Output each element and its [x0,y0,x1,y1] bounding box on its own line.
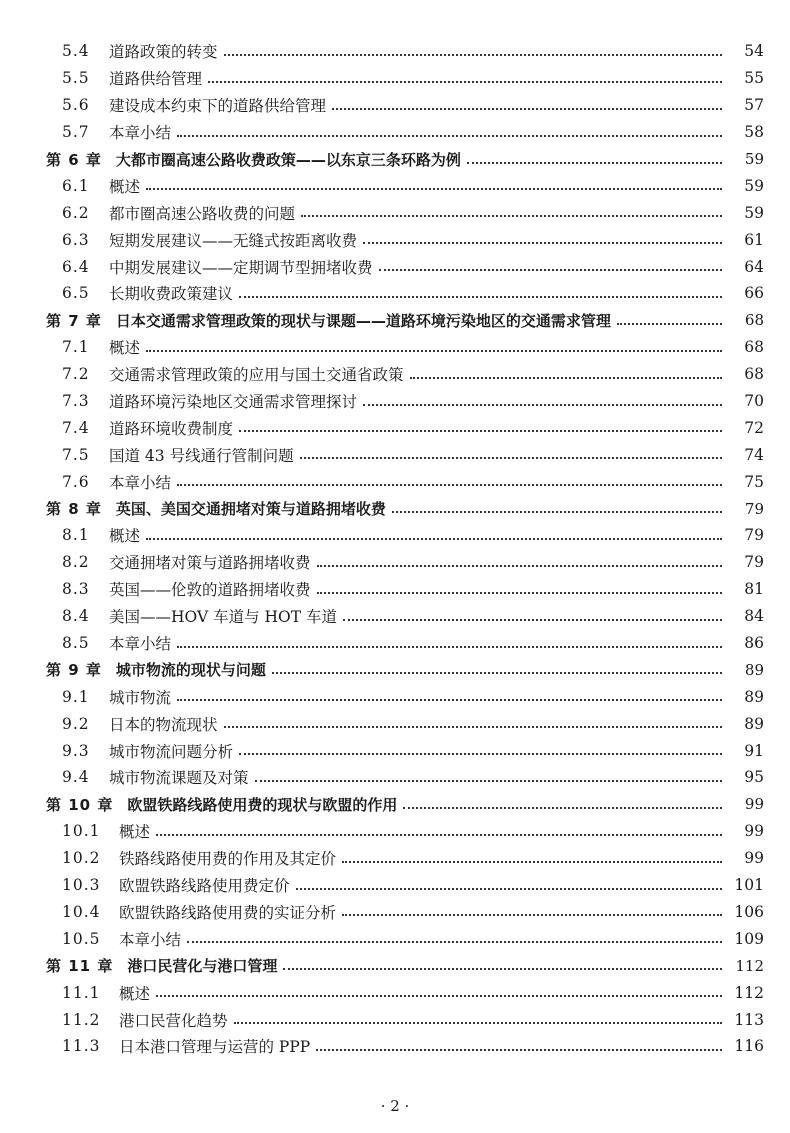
toc-section-row [0,414,790,441]
toc-entry-number: 8.1 [62,526,90,545]
toc-entry-number: 6.4 [62,257,90,276]
toc-entry-page: 58 [744,123,764,142]
toc-entry-title: 概述 [119,984,151,1003]
toc-entry-title: 本章小结 [109,635,172,654]
toc-entry-page: 79 [744,553,764,572]
toc-section-row [0,172,790,199]
toc-entry-number: 10.4 [62,902,101,921]
toc-entry-page: 59 [744,150,764,168]
dot-leader [342,860,722,863]
toc-entry-page: 89 [744,687,764,706]
toc-entry-number: 7.1 [62,338,90,357]
toc-entry-title: 道路环境污染地区交通需求管理探讨 [109,393,358,412]
toc-entry-number: 9.3 [62,741,90,760]
page-number: · 2 · [380,1097,410,1115]
toc-entry-page: 64 [744,257,764,276]
dot-leader [146,537,722,540]
toc-section-row [0,710,790,737]
toc-chapter-row [0,307,790,334]
toc-entry-page: 84 [744,607,764,626]
toc-entry-number: 7.2 [62,365,90,384]
toc-section-row [0,441,790,468]
toc-entry-number: 8.4 [62,607,90,626]
dot-leader [156,994,722,997]
toc-chapter-row [0,495,790,522]
dot-leader [316,1048,722,1051]
toc-chapter-row [0,791,790,818]
toc-entry-title: 本章小结 [119,930,182,949]
toc-section-row [0,764,790,791]
dot-leader [283,967,722,970]
toc-entry-title: 日本港口管理与运营的 PPP [119,1038,311,1057]
toc-section-row [0,818,790,845]
dot-leader [317,591,722,594]
toc-entry-page: 116 [734,1037,764,1056]
toc-section-row [0,872,790,899]
toc-entry-number: 9.1 [62,687,90,706]
toc-entry-number: 第 9 章 [46,661,102,680]
toc-entry-title: 国道 43 号线通行管制问题 [109,446,294,465]
toc-entry-page: 95 [744,768,764,787]
toc-section-row [0,334,790,361]
toc-entry-page: 68 [744,311,764,330]
toc-entry-page: 66 [744,284,764,303]
toc-entry-page: 79 [744,499,764,518]
toc-section-row [0,845,790,872]
toc-entry-number: 11.1 [62,983,101,1002]
dot-leader [301,214,722,217]
toc-entry-number: 7.5 [62,445,90,464]
toc-entry-title: 概述 [109,177,141,196]
toc-entry-page: 55 [744,69,764,88]
toc-entry-number: 第 8 章 [46,500,102,519]
toc-section-row [0,38,790,65]
toc-section-row [0,899,790,926]
toc-entry-page: 54 [744,42,764,61]
toc-section-row [0,925,790,952]
toc-entry-number: 第 6 章 [46,150,102,169]
toc-entry-number: 8.2 [62,553,90,572]
toc-section-row [0,603,790,630]
toc-entry-page: 112 [734,983,764,1002]
toc-entry-number: 10.1 [62,822,101,841]
toc-entry-title: 建设成本约束下的道路供给管理 [109,97,327,116]
dot-leader [255,779,722,782]
toc-entry-page: 86 [744,634,764,653]
toc-entry-number: 7.6 [62,472,90,491]
toc-entry-page: 101 [734,876,764,895]
toc-entry-title: 长期收费政策建议 [109,285,234,304]
toc-section-row [0,280,790,307]
toc-entry-number: 第 11 章 [46,957,114,976]
toc-entry-title: 日本的物流现状 [109,715,218,734]
toc-entry-title: 概述 [109,527,141,546]
toc-entry-page: 68 [744,338,764,357]
toc-section-row [0,522,790,549]
toc-entry-title: 英国——伦敦的道路拥堵收费 [109,581,311,600]
toc-entry-page: 57 [744,96,764,115]
toc-section-row [0,1033,790,1060]
toc-entry-title: 城市物流 [109,688,172,707]
toc-section-row [0,683,790,710]
toc-entry-title: 欧盟铁路线路使用费的现状与欧盟的作用 [127,795,398,814]
toc-section-row [0,737,790,764]
dot-leader [300,456,722,459]
dot-leader [208,80,722,83]
toc-entry-page: 113 [734,1010,764,1029]
toc-entry-page: 112 [735,956,764,975]
toc-entry-number: 8.5 [62,634,90,653]
toc-entry-page: 75 [744,472,764,491]
toc-entry-title: 欧盟铁路线路使用费的实证分析 [119,903,337,922]
dot-leader [272,671,722,674]
toc-entry-title: 港口民营化趋势 [119,1011,228,1030]
toc-chapter-row [0,146,790,173]
toc-entry-title: 交通拥堵对策与道路拥堵收费 [109,554,311,573]
dot-leader [617,322,722,325]
toc-entry-title: 道路供给管理 [109,70,203,89]
toc-entry-number: 11.3 [62,1037,101,1056]
toc-entry-page: 68 [744,365,764,384]
toc-entry-page: 89 [744,714,764,733]
toc-entry-number: 7.3 [62,392,90,411]
dot-leader [363,403,722,406]
dot-leader [177,698,722,701]
toc-entry-number: 9.4 [62,768,90,787]
toc-section-row [0,979,790,1006]
dot-leader [239,429,722,432]
toc-entry-page: 74 [744,445,764,464]
toc-entry-page: 81 [744,580,764,599]
toc-section-row [0,630,790,657]
toc-entry-page: 99 [744,822,764,841]
toc-entry-title: 日本交通需求管理政策的现状与课题——道路环境污染地区的交通需求管理 [115,311,611,330]
toc-chapter-row [0,656,790,683]
toc-entry-number: 第 10 章 [46,795,114,814]
toc-entry-page: 59 [744,176,764,195]
toc-entry-number: 11.2 [62,1010,101,1029]
toc-entry-number: 10.3 [62,876,101,895]
toc-entry-number: 8.3 [62,580,90,599]
toc-entry-page: 99 [744,795,764,814]
dot-leader [146,187,722,190]
dot-leader [177,134,722,137]
dot-leader [156,833,722,836]
toc-entry-title: 概述 [109,339,141,358]
toc-section-row [0,253,790,280]
toc-section-row [0,1006,790,1033]
toc-section-row [0,388,790,415]
toc-entry-page: 99 [744,849,764,868]
toc-entry-title: 交通需求管理政策的应用与国土交通省政策 [109,366,404,385]
toc-entry-title: 道路政策的转变 [109,43,218,62]
toc-entry-title: 概述 [119,823,151,842]
toc-section-row [0,226,790,253]
toc-chapter-row [0,952,790,979]
toc-entry-page: 70 [744,392,764,411]
toc-entry-title: 道路环境收费制度 [109,419,234,438]
toc-entry-number: 9.2 [62,714,90,733]
toc-entry-title: 中期发展建议——定期调节型拥堵收费 [109,258,373,277]
toc-entry-number: 6.2 [62,203,90,222]
toc-section-row [0,119,790,146]
dot-leader [296,887,722,890]
toc-entry-page: 106 [734,902,764,921]
toc-entry-title: 城市物流的现状与问题 [115,661,266,680]
toc-entry-number: 6.5 [62,284,90,303]
dot-leader [187,940,722,943]
toc-entry-page: 72 [744,418,764,437]
dot-leader [146,349,722,352]
toc-entry-title: 都市圈高速公路收费的问题 [109,204,296,223]
dot-leader [234,1021,722,1024]
toc-entry-title: 大都市圈高速公路收费政策——以东京三条环路为例 [115,150,461,169]
toc-entry-number: 6.3 [62,230,90,249]
dot-leader [343,618,722,621]
toc-entry-title: 短期发展建议——无缝式按距离收费 [109,231,358,250]
dot-leader [177,483,722,486]
toc-entry-title: 欧盟铁路线路使用费定价 [119,877,290,896]
toc-entry-page: 61 [744,230,764,249]
toc-entry-title: 本章小结 [109,473,172,492]
toc-section-row [0,361,790,388]
table-of-contents [0,38,790,1060]
toc-section-row [0,549,790,576]
toc-entry-page: 109 [734,929,764,948]
dot-leader [239,752,722,755]
toc-entry-page: 79 [744,526,764,545]
dot-leader [177,645,722,648]
toc-section-row [0,65,790,92]
dot-leader [239,295,722,298]
toc-entry-page: 89 [744,660,764,679]
dot-leader [317,564,722,567]
toc-entry-number: 5.6 [62,96,90,115]
toc-entry-title: 城市物流课题及对策 [109,769,249,788]
dot-leader [224,53,722,56]
dot-leader [379,268,722,271]
toc-entry-number: 10.2 [62,849,101,868]
dot-leader [224,725,722,728]
toc-entry-number: 6.1 [62,176,90,195]
toc-entry-title: 铁路线路使用费的作用及其定价 [119,850,337,869]
toc-section-row [0,92,790,119]
toc-entry-number: 第 7 章 [46,311,102,330]
toc-section-row [0,576,790,603]
dot-leader [467,161,722,164]
toc-entry-title: 本章小结 [109,124,172,143]
toc-entry-title: 美国——HOV 车道与 HOT 车道 [109,608,337,627]
toc-entry-number: 5.7 [62,123,90,142]
toc-entry-page: 91 [744,741,764,760]
toc-entry-number: 5.5 [62,69,90,88]
dot-leader [363,241,722,244]
dot-leader [410,376,722,379]
toc-entry-number: 5.4 [62,42,90,61]
toc-entry-title: 港口民营化与港口管理 [127,957,278,976]
toc-entry-title: 城市物流问题分析 [109,742,234,761]
toc-entry-number: 7.4 [62,418,90,437]
dot-leader [332,107,722,110]
toc-section-row [0,468,790,495]
toc-entry-title: 英国、美国交通拥堵对策与道路拥堵收费 [115,500,386,519]
toc-entry-page: 59 [744,203,764,222]
dot-leader [403,806,722,809]
toc-entry-number: 10.5 [62,929,101,948]
toc-section-row [0,199,790,226]
dot-leader [392,510,722,513]
dot-leader [342,913,722,916]
